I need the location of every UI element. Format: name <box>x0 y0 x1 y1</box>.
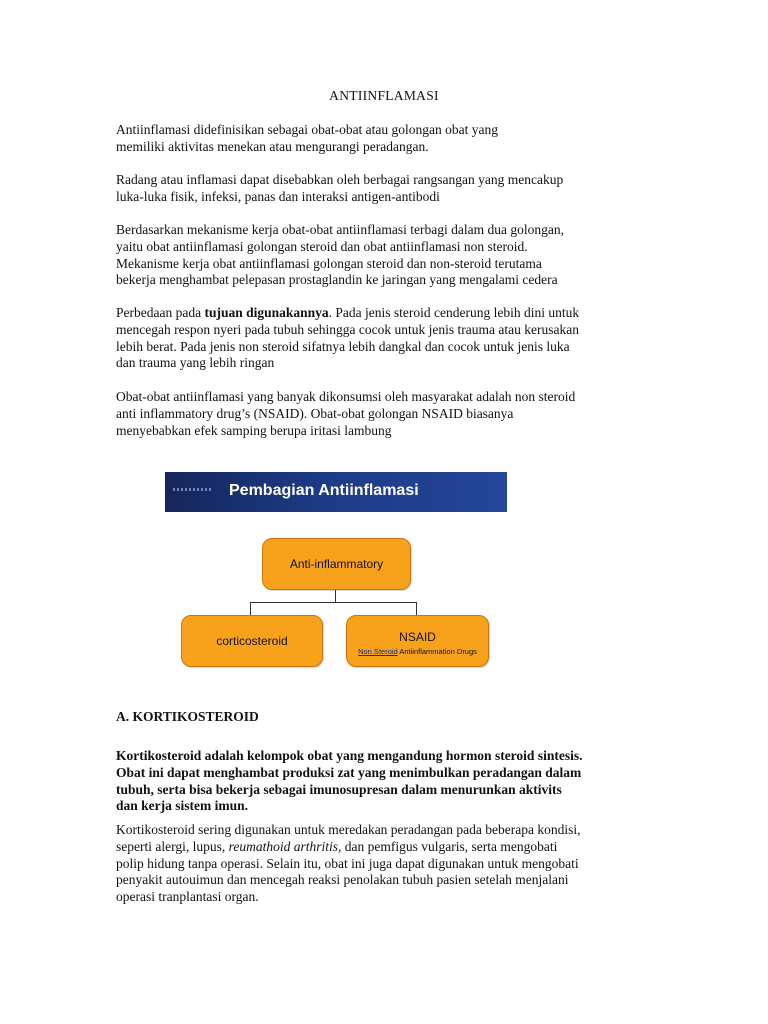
bold-phrase: tujuan digunakannya <box>204 305 329 320</box>
text-line: Radang atau inflamasi dapat disebabkan oleh berbagai rangsangan yang mencakup <box>116 172 564 187</box>
text-line: Obat-obat antiinflamasi yang banyak dikonsumsi oleh masyarakat adalah non steroid <box>116 389 576 404</box>
paragraph-definition <box>116 122 656 156</box>
underlined-text: Non Steroid <box>358 647 398 656</box>
text-line: memiliki aktivitas menekan atau mengurangi peradangan. <box>116 138 429 154</box>
connector-line <box>335 588 336 602</box>
text-line: dan kerja sistem imun. <box>116 798 249 814</box>
text-line <box>116 305 656 322</box>
diagram-title: Pembagian Antiinflamasi <box>229 482 419 499</box>
text-line: penyakit autouimun dan mencegah reaksi penolakan tubuh pasien setelah menjalani <box>116 872 569 888</box>
text-line: Mekanisme kerja obat antiinflamasi golongan steroid dan non-steroid terutama <box>116 255 542 271</box>
text-run: . Pada jenis steroid cenderung lebih dini untuk <box>328 305 580 320</box>
decorative-dots <box>173 488 213 491</box>
text-line: Obat ini dapat menghambat produksi zat yang menimbulkan peradangan dalam <box>116 764 582 780</box>
paragraph-kortikosteroid-bold <box>116 748 656 815</box>
classification-diagram <box>165 472 507 670</box>
connector-line <box>250 602 417 603</box>
text-line: polip hidung tanpa operasi. Selain itu, obat ini juga dapat digunakan untuk mengobati <box>116 855 579 871</box>
node-anti-inflammatory: Anti-inflammatory <box>262 538 411 590</box>
paragraph-differences <box>116 305 656 372</box>
text-line: luka-luka fisik, infeksi, panas dan interaksi antigen-antibodi <box>116 188 440 204</box>
text-run: seperti alergi, lupus, <box>116 838 229 854</box>
text-line: dan trauma yang lebih ringan <box>116 355 275 371</box>
page-title: ANTIINFLAMASI <box>329 88 439 103</box>
node-nsaid-sublabel <box>347 647 488 656</box>
text-line: menyebabkan efek samping berupa iritasi lambung <box>116 422 392 438</box>
italic-phrase: reumathoid arthritis, <box>228 838 342 854</box>
paragraph-mechanism <box>116 222 656 289</box>
connector-line <box>250 602 251 615</box>
text-line: anti inflammatory drug’s (NSAID). Obat-obat golongan NSAID biasanya <box>116 405 514 421</box>
text-line: Berdasarkan mekanisme kerja obat-obat antiinflamasi terbagi dalam dua golongan, <box>116 222 564 237</box>
text-line: lebih berat. Pada jenis non steroid sifatnya lebih dangkal dan cocok untuk jenis luka <box>116 338 570 354</box>
text-line: Kortikosteroid sering digunakan untuk meredakan peradangan pada beberapa kondisi, <box>116 822 581 837</box>
paragraph-causes <box>116 172 656 206</box>
text-line: bekerja menghambat pelepasan prostaglandin ke jaringan yang mengalami cedera <box>116 272 558 288</box>
node-nsaid <box>346 615 489 667</box>
text-line: Kortikosteroid adalah kelompok obat yang mengandung hormon steroid sintesis. <box>116 748 583 763</box>
text-run: Perbedaan pada <box>116 305 205 320</box>
paragraph-nsaid <box>116 389 656 439</box>
paragraph-kortikosteroid-uses <box>116 822 656 906</box>
text-line: operasi tranplantasi organ. <box>116 889 259 905</box>
node-corticosteroid: corticosteroid <box>181 615 323 667</box>
text-run: Antiinflammation Drugs <box>397 647 477 656</box>
text-line: tubuh, serta bisa bekerja sebagai imunosupresan dalam menurunkan aktivits <box>116 781 562 797</box>
diagram-body <box>165 512 507 670</box>
section-heading-kortikosteroid: A. KORTIKOSTEROID <box>116 709 259 724</box>
text-line: mencegah respon nyeri pada tubuh sehingga cocok untuk jenis trauma atau kerusakan <box>116 321 579 337</box>
diagram-header <box>165 472 507 512</box>
text-line: Antiinflamasi didefinisikan sebagai obat-obat atau golongan obat yang <box>116 122 499 137</box>
connector-line <box>416 602 417 615</box>
text-line: yaitu obat antiinflamasi golongan steroid dan obat antiinflamasi non steroid. <box>116 238 528 254</box>
text-line <box>116 839 656 856</box>
text-run: dan pemfigus vulgaris, serta mengobati <box>341 838 558 854</box>
node-nsaid-label: NSAID <box>399 630 436 644</box>
